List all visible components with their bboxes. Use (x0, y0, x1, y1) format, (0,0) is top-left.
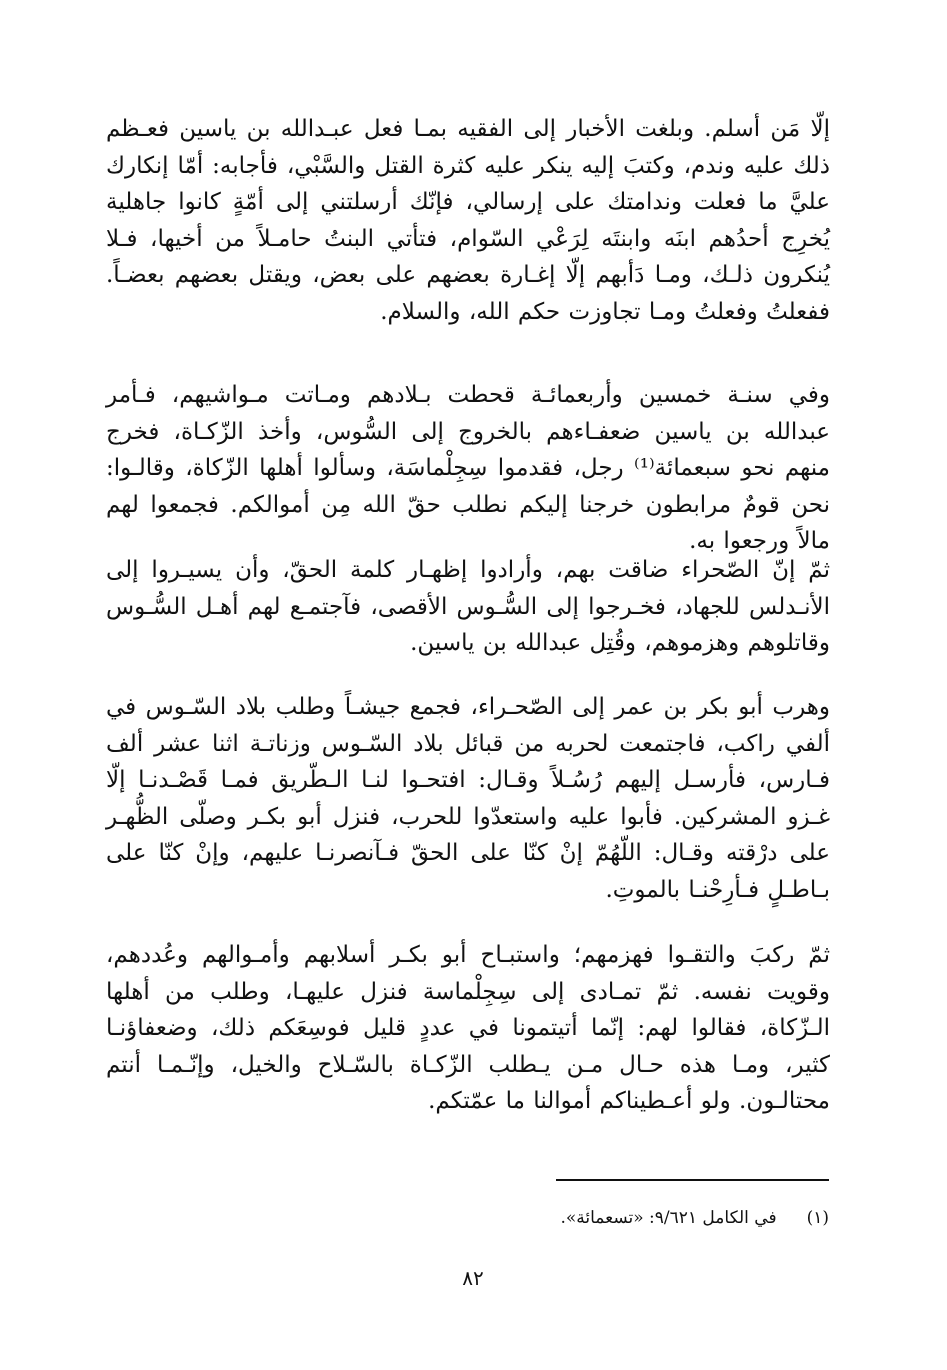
paragraph-1: إلّا مَن أسلم. وبلغت الأخبار إلى الفقيه بمـا فعل عبـدالله بن ياسين فعـظم ذلك عليه وندم، وكتبَ إليه ينكر عليه كثرة القتل والسَّبْي، فأجابه: أمّا إنكارك عليَّ ما فعلت وندامتك على إرسالي، فإنّك أرسلتني إلى أمّةٍ كانوا جاهلية يُخرِج أحدُهم ابنَه وابنتَه لِرَعْي السّوام، فتأتي البنتُ حامـلاً من أخيها، فـلا يُنكرون ذلـك، ومـا دَأبهم إلّا إغـارة بعضهم على بعض، ويقتل بعضهم بعضـاً. ففعلتُ وفعلتُ ومـا تجاوزت حكم الله، والسلام. (106, 116, 830, 325)
page-number: ٨٢ (462, 1266, 484, 1290)
footnote-separator (556, 1179, 829, 1181)
paragraph-2: وفي سنـة خمسين وأربعمائـة قحطت بـلادهم ومـاتت مـواشيهم، فـأمر عبدالله بن ياسين ضعفـاءهم بالخروج إلى السُّوس، وأخذ الزّكـاة، فخرج منهم نحو سبعمائة⁽¹⁾ رجل، فقدموا سِجِلْماسَة، وسألوا أهلها الزّكاة، وقالـوا: نحن قومٌ مرابطون خرجنا إليكم نطلب حقّ الله مِن أموالكم. فجمعوا لهم مالاً ورجعوا به. (106, 382, 831, 555)
footnote-text: في الكامل ٩/٦٢١: «تسعمائة». (560, 1208, 777, 1228)
paragraph-3: ثمّ إنّ الصّحراء ضاقت بهم، وأرادوا إظهـار كلمة الحقّ، وأن يسيـروا إلى الأنـدلس للجهاد، فخـرجوا إلى السُّـوس الأقصى، فآجتمـع لهم أهـل السُّـوس وقاتلوهم وهزموهم، وقُتِل عبدالله بن ياسين. (106, 557, 830, 657)
footnote (300, 1204, 829, 1232)
paragraph-4: وهرب أبو بكر بن عمر إلى الصّحـراء، فجمع جيشـاً وطلب بلاد السّـوس في ألفي راكب، فاجتمعت لحربه من قبائل بلاد السّـوس وزناتـة اثنا عشر ألف فـارس، فأرسـل إليهم رُسُـلاً وقـال: افتحـوا لنـا الـطّريق فمـا قَصْـدنـا إلّا غـزو المشركين. فأبوا عليه واستعدّوا للحرب، فنزل أبو بكـر وصلّى الظُّهـر على درْقته وقـال: اللّهُمّ إنْ كنّا على الحقّ فـآنصرنـا عليهم، وإنْ كنّا على بـاطـلٍ فـأرِحْنـا بالموتِ. (106, 694, 830, 903)
paragraph-5: ثمّ ركبَ والتقـوا فهزمهم؛ واستبـاح أبو بكـر أسلابهم وأمـوالهم وعُددهم، وقويت نفسه. ثمّ تمـادى إلى سِجِلْماسة فنزل عليهـا، وطلب من أهلها الـزّكاة، فقالوا لهم: إنّما أتيتمونا في عددٍ قليل فوسِعَكم ذلك، وضعفاؤنـا كثير، ومـا هذه حـال مـن يـطلب الزّكـاة بالسّـلاح والخيل، وإنّـمـا أنتم محتالـون. ولو أعـطيناكم أموالنا ما عمّتكم. (106, 942, 830, 1115)
footnote-number: (١) (806, 1208, 829, 1228)
